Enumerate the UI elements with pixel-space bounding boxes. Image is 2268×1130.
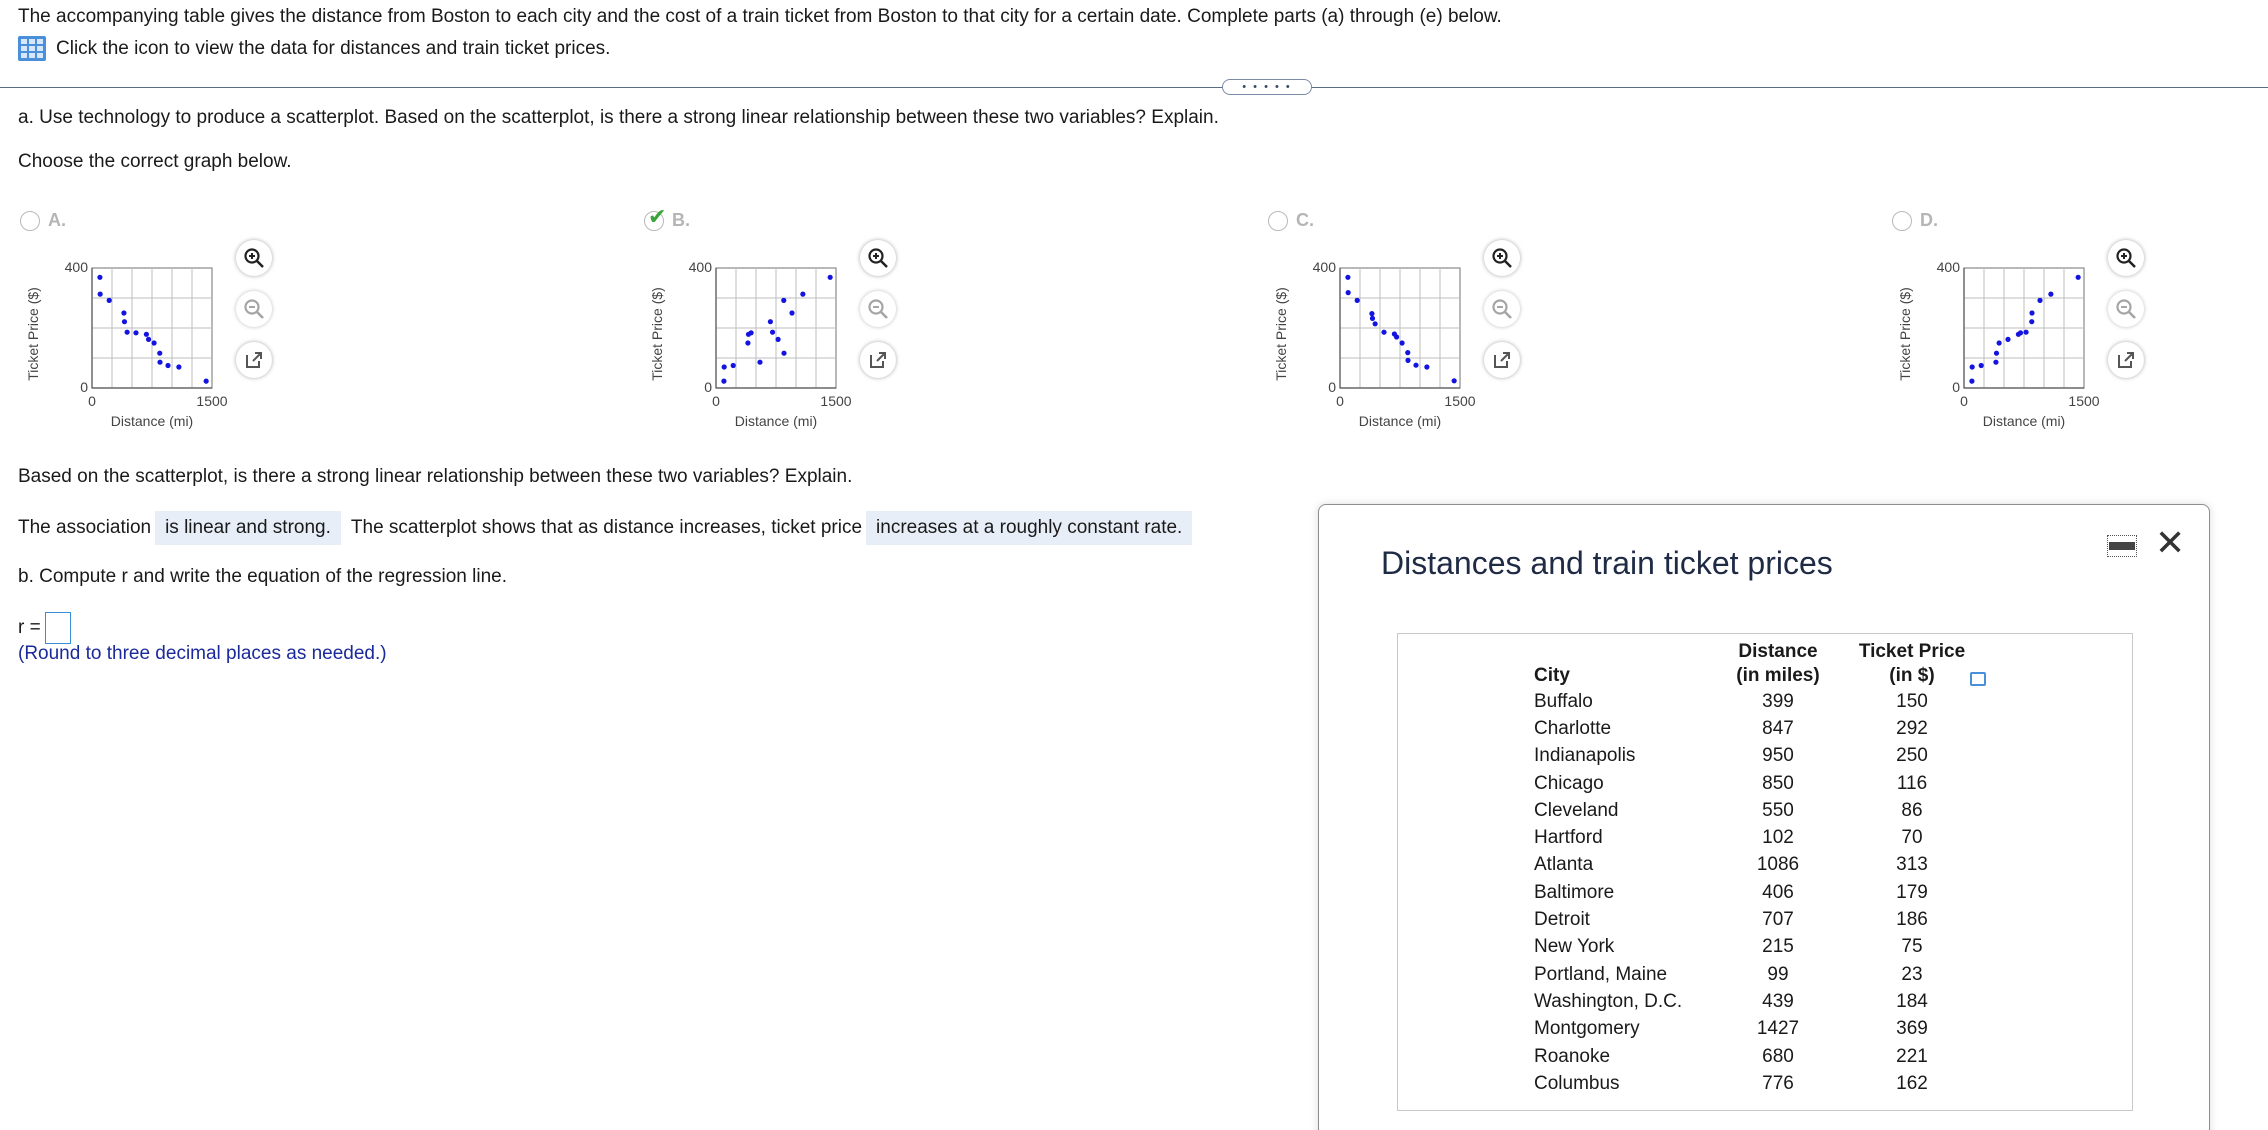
choose-instruction: Choose the correct graph below.	[18, 151, 292, 172]
cell-price: 179	[1896, 881, 1928, 903]
data-point	[1969, 379, 1974, 384]
option-a-radio[interactable]	[20, 210, 66, 231]
data-point	[2029, 319, 2034, 324]
intro-text: The accompanying table gives the distance from Boston to each city and the cost of a train ticket from Boston to that city for a certain date. Complete parts (a) through (e) below.	[18, 6, 1502, 27]
col-header-distance-unit: (in miles)	[1736, 665, 1820, 686]
radio-button[interactable]	[1892, 211, 1912, 231]
data-point	[1994, 351, 1999, 356]
table-row	[1534, 824, 1982, 851]
collapse-handle[interactable]: • • • • •	[1222, 79, 1312, 95]
cell-city: Detroit	[1534, 909, 1590, 931]
question-explain: Based on the scatterplot, is there a strong linear relationship between these two variables? Explain.	[18, 466, 853, 487]
data-point	[97, 275, 102, 280]
zoom-in-icon[interactable]	[1484, 240, 1520, 276]
option-c-scatterplot[interactable]	[1268, 256, 1508, 436]
open-external-icon[interactable]	[860, 342, 896, 378]
cell-distance: 850	[1762, 772, 1794, 794]
question-b: b. Compute r and write the equation of the regression line.	[18, 566, 508, 587]
data-point	[1405, 358, 1410, 363]
x-tick-label-zero: 0	[88, 393, 96, 409]
radio-button[interactable]	[1268, 211, 1288, 231]
y-tick-label-top: 400	[688, 259, 712, 275]
round-note: (Round to three decimal places as needed.)	[18, 643, 387, 664]
x-axis-label: Distance (mi)	[1982, 413, 2066, 429]
data-point	[2018, 330, 2023, 335]
assoc-middle: The scatterplot shows that as distance increases, ticket price	[350, 517, 863, 538]
x-tick-label-max: 1500	[196, 393, 228, 409]
cell-city: Hartford	[1534, 827, 1603, 849]
data-table-frame	[1397, 633, 2133, 1111]
data-point	[2048, 292, 2053, 297]
table-row	[1534, 906, 1982, 933]
table-row	[1534, 770, 1982, 797]
cell-city: Charlotte	[1534, 717, 1612, 739]
zoom-in-icon[interactable]	[236, 240, 272, 276]
checkmark-icon: ✔	[648, 203, 667, 229]
data-point	[768, 319, 773, 324]
data-point	[745, 340, 750, 345]
cell-city: Baltimore	[1534, 881, 1615, 903]
y-axis-label: Ticket Price ($)	[649, 287, 665, 381]
zoom-in-icon[interactable]	[860, 240, 896, 276]
cell-price: 313	[1896, 854, 1928, 876]
data-point	[2029, 310, 2034, 315]
data-point	[789, 310, 794, 315]
close-icon[interactable]: ✕	[2155, 522, 2186, 563]
cell-city: Cleveland	[1534, 799, 1619, 821]
data-point	[125, 330, 130, 335]
data-point	[1381, 330, 1386, 335]
cell-price: 116	[1896, 772, 1928, 794]
assoc-prefix: The association	[18, 517, 152, 538]
table-row	[1534, 743, 1982, 770]
data-point	[1373, 321, 1378, 326]
data-point	[800, 292, 805, 297]
table-row	[1534, 1043, 1982, 1070]
zoom-out-icon[interactable]	[1484, 291, 1520, 327]
option-letter: B.	[672, 210, 690, 230]
option-b-scatterplot[interactable]	[644, 256, 884, 436]
x-axis-label: Distance (mi)	[734, 413, 818, 429]
cell-city: New York	[1534, 936, 1615, 958]
cell-price: 184	[1896, 990, 1928, 1012]
data-point	[1369, 311, 1374, 316]
data-point	[107, 298, 112, 303]
open-external-icon[interactable]	[236, 342, 272, 378]
cell-price: 162	[1896, 1072, 1928, 1094]
cell-distance: 847	[1762, 717, 1794, 739]
option-a-scatterplot[interactable]	[20, 256, 260, 436]
option-c-radio[interactable]	[1268, 210, 1314, 231]
data-point	[1370, 316, 1375, 321]
y-axis-label: Ticket Price ($)	[25, 287, 41, 381]
option-d-scatterplot[interactable]	[1892, 256, 2132, 436]
x-tick-label-zero: 0	[1336, 393, 1344, 409]
data-point	[204, 379, 209, 384]
table-row	[1534, 879, 1982, 906]
cell-city: Roanoke	[1534, 1045, 1611, 1067]
r-input[interactable]	[45, 612, 71, 644]
data-point	[1997, 340, 2002, 345]
y-tick-label-top: 400	[64, 259, 88, 275]
table-row	[1534, 988, 1982, 1015]
table-row	[1534, 961, 1982, 988]
data-point	[1394, 334, 1399, 339]
zoom-out-icon[interactable]	[860, 291, 896, 327]
cell-distance: 680	[1762, 1045, 1794, 1067]
data-point	[721, 379, 726, 384]
option-letter: C.	[1296, 210, 1314, 230]
data-point	[1424, 364, 1429, 369]
radio-button[interactable]	[20, 211, 40, 231]
y-tick-label-zero: 0	[1328, 379, 1336, 395]
data-point	[775, 337, 780, 342]
data-point	[2023, 330, 2028, 335]
cell-city: Atlanta	[1534, 854, 1594, 876]
option-letter: D.	[1920, 210, 1938, 230]
x-axis-label: Distance (mi)	[1358, 413, 1442, 429]
data-point	[1346, 290, 1351, 295]
copy-icon[interactable]	[1970, 672, 1986, 686]
data-point	[1993, 360, 1998, 365]
cell-price: 221	[1896, 1045, 1928, 1067]
x-axis-label: Distance (mi)	[110, 413, 194, 429]
cell-distance: 406	[1762, 881, 1794, 903]
option-b-radio[interactable]	[644, 203, 690, 231]
col-header-distance: Distance	[1738, 641, 1818, 662]
cell-distance: 950	[1762, 745, 1794, 767]
cell-price: 369	[1896, 1018, 1928, 1040]
zoom-in-icon[interactable]	[2108, 240, 2144, 276]
data-point	[157, 360, 162, 365]
data-link-label[interactable]: Click the icon to view the data for distances and train ticket prices.	[56, 37, 611, 59]
data-point	[157, 351, 162, 356]
data-point	[144, 332, 149, 337]
y-axis-label: Ticket Price ($)	[1897, 287, 1913, 381]
data-point	[122, 319, 127, 324]
data-point	[757, 360, 762, 365]
data-point	[121, 310, 126, 315]
option-d-radio[interactable]	[1892, 210, 1938, 231]
data-popup	[1318, 504, 2210, 1130]
r-row	[18, 612, 71, 644]
cell-price: 23	[1901, 963, 1923, 985]
data-point	[722, 364, 727, 369]
data-point	[781, 298, 786, 303]
cell-price: 86	[1901, 799, 1923, 821]
table-row	[1534, 1016, 1982, 1043]
table-row	[1534, 852, 1982, 879]
x-tick-label-max: 1500	[1444, 393, 1476, 409]
cell-price: 250	[1896, 745, 1928, 767]
table-row	[1534, 934, 1982, 961]
y-tick-label-zero: 0	[1952, 379, 1960, 395]
data-point	[146, 337, 151, 342]
cell-price: 150	[1896, 690, 1928, 712]
data-point	[770, 330, 775, 335]
section-divider	[0, 87, 2268, 88]
table-row	[1534, 1070, 1982, 1097]
cell-price: 70	[1901, 827, 1923, 849]
data-point	[1405, 350, 1410, 355]
y-axis-label: Ticket Price ($)	[1273, 287, 1289, 381]
data-point	[133, 330, 138, 335]
assoc-answer-1[interactable]: is linear and strong.	[155, 511, 341, 545]
y-tick-label-zero: 0	[80, 379, 88, 395]
cell-city: Indianapolis	[1534, 745, 1636, 767]
cell-distance: 707	[1762, 909, 1794, 931]
cell-distance: 776	[1762, 1072, 1794, 1094]
cell-city: Portland, Maine	[1534, 963, 1668, 985]
data-link[interactable]	[18, 36, 610, 61]
data-point	[165, 363, 170, 368]
col-header-price-unit: (in $)	[1889, 665, 1935, 686]
data-point	[2076, 275, 2081, 280]
cell-distance: 399	[1762, 690, 1794, 712]
data-point	[1979, 363, 1984, 368]
open-external-icon[interactable]	[1484, 342, 1520, 378]
assoc-answer-2[interactable]: increases at a roughly constant rate.	[866, 511, 1192, 545]
data-point	[1399, 340, 1404, 345]
data-point	[2037, 298, 2042, 303]
cell-distance: 102	[1762, 827, 1794, 849]
cell-city: Buffalo	[1534, 690, 1593, 712]
table-row	[1534, 797, 1982, 824]
data-point	[731, 363, 736, 368]
open-external-icon[interactable]	[2108, 342, 2144, 378]
cell-distance: 99	[1767, 963, 1789, 985]
cell-distance: 439	[1762, 990, 1794, 1012]
x-tick-label-zero: 0	[1960, 393, 1968, 409]
cell-city: Columbus	[1534, 1072, 1620, 1094]
y-tick-label-top: 400	[1312, 259, 1336, 275]
cell-city: Washington, D.C.	[1534, 990, 1683, 1012]
popup-title: Distances and train ticket prices	[1381, 545, 1833, 581]
cell-distance: 1427	[1756, 1018, 1800, 1040]
data-point	[98, 292, 103, 297]
cell-price: 75	[1901, 936, 1923, 958]
cell-distance: 1086	[1756, 854, 1800, 876]
data-point	[781, 351, 786, 356]
table-row	[1534, 715, 1982, 742]
option-letter: A.	[48, 210, 66, 230]
col-header-price: Ticket Price	[1858, 641, 1966, 662]
table-row	[1534, 688, 1982, 715]
x-tick-label-max: 1500	[2068, 393, 2100, 409]
cell-city: Chicago	[1534, 772, 1604, 794]
y-tick-label-top: 400	[1936, 259, 1960, 275]
data-point	[1345, 275, 1350, 280]
cell-distance: 215	[1762, 936, 1794, 958]
cell-price: 186	[1896, 909, 1928, 931]
col-header-city: City	[1534, 665, 1570, 686]
x-tick-label-max: 1500	[820, 393, 852, 409]
zoom-out-icon[interactable]	[2108, 291, 2144, 327]
radio-button[interactable]	[644, 203, 667, 231]
cell-city: Montgomery	[1534, 1018, 1640, 1040]
r-label: r =	[18, 617, 41, 638]
y-tick-label-zero: 0	[704, 379, 712, 395]
data-point	[828, 275, 833, 280]
data-table	[1534, 640, 1982, 1097]
question-a: a. Use technology to produce a scatterplot. Based on the scatterplot, is there a strong linear relationship between these two variables? Explain.	[18, 107, 1219, 128]
cell-distance: 550	[1762, 799, 1794, 821]
data-point	[1970, 364, 1975, 369]
data-point	[2005, 337, 2010, 342]
data-point	[176, 364, 181, 369]
table-icon[interactable]	[18, 36, 46, 61]
data-point	[1413, 363, 1418, 368]
data-point	[1452, 378, 1457, 383]
association-answer-row	[18, 511, 1196, 545]
data-point	[151, 340, 156, 345]
minimize-icon[interactable]	[2107, 535, 2137, 557]
cell-price: 292	[1896, 717, 1928, 739]
data-point	[1355, 298, 1360, 303]
zoom-out-icon[interactable]	[236, 291, 272, 327]
x-tick-label-zero: 0	[712, 393, 720, 409]
data-point	[749, 330, 754, 335]
